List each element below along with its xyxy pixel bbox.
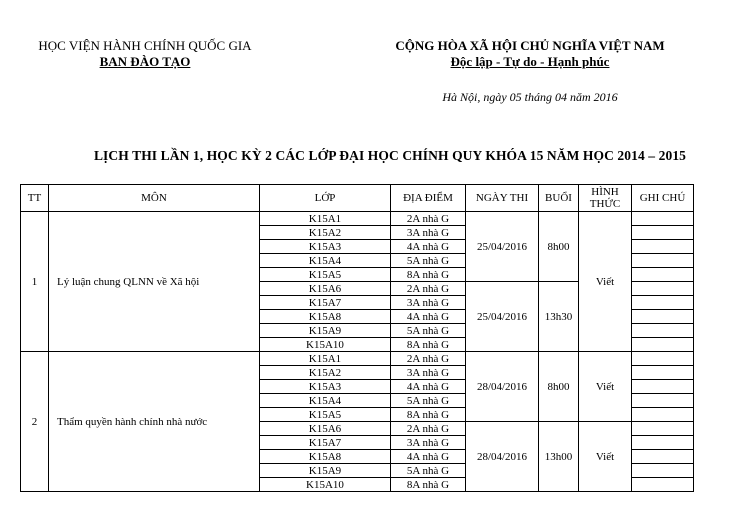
cell-location: 4A nhà G (391, 450, 466, 464)
cell-class: K15A2 (260, 366, 391, 380)
cell-class: K15A2 (260, 226, 391, 240)
cell-tt: 2 (21, 352, 49, 492)
cell-note (632, 352, 694, 366)
department-name: BAN ĐÀO TẠO (99, 54, 191, 69)
cell-session-time: 13h00 (539, 422, 579, 492)
cell-class: K15A3 (260, 380, 391, 394)
cell-tt: 1 (21, 212, 49, 352)
table-row (21, 212, 694, 226)
document-date: Hà Nội, ngày 05 tháng 04 năm 2016 (442, 90, 618, 104)
cell-location: 4A nhà G (391, 240, 466, 254)
cell-note (632, 212, 694, 226)
cell-class: K15A8 (260, 310, 391, 324)
cell-note (632, 450, 694, 464)
cell-location: 2A nhà G (391, 282, 466, 296)
cell-note (632, 394, 694, 408)
cell-session-time: 8h00 (539, 212, 579, 282)
cell-class: K15A1 (260, 352, 391, 366)
cell-class: K15A6 (260, 282, 391, 296)
national-header (345, 38, 715, 70)
cell-note (632, 366, 694, 380)
cell-exam-date: 25/04/2016 (466, 212, 539, 282)
cell-note (632, 324, 694, 338)
cell-exam-format: Viết (579, 212, 632, 352)
cell-class: K15A3 (260, 240, 391, 254)
cell-location: 2A nhà G (391, 352, 466, 366)
cell-note (632, 310, 694, 324)
cell-class: K15A6 (260, 422, 391, 436)
cell-exam-date: 28/04/2016 (466, 422, 539, 492)
cell-session-time: 13h30 (539, 282, 579, 352)
cell-class: K15A7 (260, 436, 391, 450)
cell-class: K15A5 (260, 268, 391, 282)
cell-location: 5A nhà G (391, 254, 466, 268)
cell-location: 5A nhà G (391, 394, 466, 408)
cell-class: K15A10 (260, 338, 391, 352)
column-header-dia-diem: ĐỊA ĐIỂM (391, 185, 466, 212)
cell-class: K15A5 (260, 408, 391, 422)
column-header-buoi: BUỔI (539, 185, 579, 212)
table-row (21, 352, 694, 366)
cell-location: 2A nhà G (391, 422, 466, 436)
cell-note (632, 380, 694, 394)
cell-location: 4A nhà G (391, 380, 466, 394)
cell-note (632, 268, 694, 282)
cell-note (632, 226, 694, 240)
column-header-mon: MÔN (49, 185, 260, 212)
cell-note (632, 282, 694, 296)
cell-note (632, 338, 694, 352)
cell-note (632, 436, 694, 450)
column-header-ngay-thi: NGÀY THI (466, 185, 539, 212)
cell-note (632, 422, 694, 436)
cell-location: 2A nhà G (391, 212, 466, 226)
cell-class: K15A1 (260, 212, 391, 226)
cell-class: K15A4 (260, 394, 391, 408)
cell-location: 8A nhà G (391, 478, 466, 492)
cell-location: 5A nhà G (391, 464, 466, 478)
national-motto: Độc lập - Tự do - Hạnh phúc (450, 54, 610, 69)
cell-class: K15A9 (260, 324, 391, 338)
column-header-tt: TT (21, 185, 49, 212)
cell-exam-date: 25/04/2016 (466, 282, 539, 352)
cell-note (632, 240, 694, 254)
cell-exam-format: Viết (579, 422, 632, 492)
cell-exam-date: 28/04/2016 (466, 352, 539, 422)
cell-class: K15A9 (260, 464, 391, 478)
organization-header (30, 38, 260, 70)
column-header-hinh-thuc: HÌNH THỨC (579, 185, 632, 212)
organization-name: HỌC VIỆN HÀNH CHÍNH QUỐC GIA (38, 38, 252, 53)
cell-subject: Lý luận chung QLNN về Xã hội (49, 212, 260, 352)
page-title: LỊCH THI LẦN 1, HỌC KỲ 2 CÁC LỚP ĐẠI HỌC CHÍNH QUY KHÓA 15 NĂM HỌC 2014 – 2015 (93, 148, 687, 163)
cell-exam-format: Viết (579, 352, 632, 422)
table-header-row (21, 185, 694, 212)
cell-location: 3A nhà G (391, 226, 466, 240)
column-header-ghi-chu: GHI CHÚ (632, 185, 694, 212)
cell-location: 5A nhà G (391, 324, 466, 338)
cell-class: K15A7 (260, 296, 391, 310)
cell-location: 8A nhà G (391, 408, 466, 422)
cell-location: 3A nhà G (391, 296, 466, 310)
cell-location: 4A nhà G (391, 310, 466, 324)
cell-location: 3A nhà G (391, 436, 466, 450)
cell-note (632, 408, 694, 422)
national-title: CỘNG HÒA XÃ HỘI CHỦ NGHĨA VIỆT NAM (395, 38, 665, 53)
column-header-lop: LỚP (260, 185, 391, 212)
exam-schedule-table (20, 184, 694, 492)
cell-note (632, 464, 694, 478)
cell-note (632, 478, 694, 492)
cell-location: 3A nhà G (391, 366, 466, 380)
cell-class: K15A10 (260, 478, 391, 492)
cell-class: K15A4 (260, 254, 391, 268)
cell-class: K15A8 (260, 450, 391, 464)
cell-note (632, 296, 694, 310)
cell-location: 8A nhà G (391, 338, 466, 352)
cell-subject: Thẩm quyền hành chính nhà nước (49, 352, 260, 492)
cell-location: 8A nhà G (391, 268, 466, 282)
cell-session-time: 8h00 (539, 352, 579, 422)
cell-note (632, 254, 694, 268)
